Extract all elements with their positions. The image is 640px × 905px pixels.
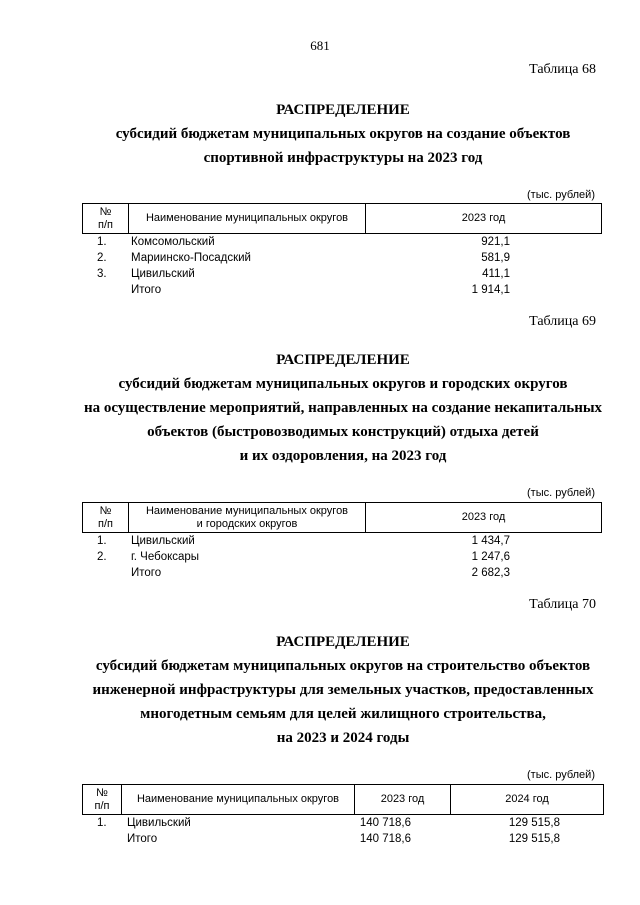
row-name: Цивильский [131, 268, 195, 280]
header-name: Наименование муниципальных округов [121, 785, 354, 814]
row-num: 2. [97, 551, 107, 563]
title-line: РАСПРЕДЕЛЕНИЕ [276, 634, 410, 650]
row-num: 1. [97, 236, 107, 248]
row-num: 1. [97, 817, 107, 829]
row-value-2023: 921,1 [481, 236, 510, 248]
row-value-2023: 1 914,1 [471, 284, 510, 296]
row-num: 2. [97, 252, 107, 264]
header-name: Наименование муниципальных округов и городских округов [128, 503, 365, 532]
table-69-units: (тыс. рублей) [527, 487, 595, 499]
title-line: спортивной инфраструктуры на 2023 год [203, 150, 483, 166]
table-row-total [0, 831, 640, 847]
header-2024: 2024 год [450, 785, 603, 814]
title-line: РАСПРЕДЕЛЕНИЕ [276, 102, 410, 118]
row-num: 1. [97, 535, 107, 547]
row-name: г. Чебоксары [131, 551, 200, 563]
table-70-title [0, 630, 640, 750]
row-name: Итого [131, 567, 162, 579]
table-row-total [0, 282, 640, 298]
header-name: Наименование муниципальных округов [128, 204, 365, 233]
row-name: Комсомольский [131, 236, 215, 248]
header-num: № п/п [94, 786, 110, 812]
row-name: Итого [127, 833, 158, 845]
row-value-2023: 140 718,6 [359, 817, 411, 829]
title-line: субсидий бюджетам муниципальных округов на создание объектов [115, 126, 571, 142]
header-num: № п/п [98, 504, 113, 530]
title-line: РАСПРЕДЕЛЕНИЕ [276, 352, 410, 368]
header-2023: 2023 год [365, 204, 601, 233]
table-70-label: Таблица 70 [529, 597, 596, 612]
table-70-header [82, 784, 604, 815]
table-row [0, 234, 640, 250]
row-value-2023: 411,1 [482, 268, 510, 280]
row-value-2024: 129 515,8 [508, 817, 560, 829]
row-name: Цивильский [127, 817, 191, 829]
title-line: и их оздоровления, на 2023 год [239, 448, 447, 464]
table-69-header [82, 502, 602, 533]
title-line: объектов (быстровозводимых конструкций) отдыха детей [147, 424, 539, 440]
row-name: Мариинско-Посадский [131, 252, 251, 264]
title-line: на осуществление мероприятий, направленных на создание некапитальных [83, 400, 603, 416]
row-value-2023: 1 247,6 [471, 551, 510, 563]
table-row [0, 533, 640, 549]
title-line: субсидий бюджетам муниципальных округов на строительство объектов [95, 658, 591, 674]
row-name: Цивильский [131, 535, 195, 547]
row-num: 3. [97, 268, 107, 280]
table-69-label: Таблица 69 [529, 314, 596, 329]
page-number: 681 [310, 38, 330, 53]
row-value-2023: 1 434,7 [471, 535, 510, 547]
table-68-title [0, 98, 640, 170]
table-row-total [0, 565, 640, 581]
table-row [0, 266, 640, 282]
table-row [0, 549, 640, 565]
table-68-units: (тыс. рублей) [527, 189, 595, 201]
table-70-units: (тыс. рублей) [527, 769, 595, 781]
table-69-title [0, 348, 640, 468]
row-value-2023: 2 682,3 [471, 567, 510, 579]
table-68-label: Таблица 68 [529, 62, 596, 77]
title-line: многодетным семьям для целей жилищного строительства, [140, 706, 546, 722]
title-line: на 2023 и 2024 годы [276, 730, 410, 746]
header-2023: 2023 год [365, 503, 601, 532]
row-value-2023: 140 718,6 [359, 833, 411, 845]
row-value-2024: 129 515,8 [508, 833, 560, 845]
title-line: субсидий бюджетам муниципальных округов и городских округов [118, 376, 568, 392]
row-name: Итого [131, 284, 162, 296]
row-value-2023: 581,9 [481, 252, 510, 264]
table-68-header [82, 203, 602, 234]
table-row [0, 815, 640, 831]
table-row [0, 250, 640, 266]
header-2023: 2023 год [354, 785, 450, 814]
header-num: № п/п [98, 205, 113, 231]
title-line: инженерной инфраструктуры для земельных участков, предоставленных [92, 682, 594, 698]
